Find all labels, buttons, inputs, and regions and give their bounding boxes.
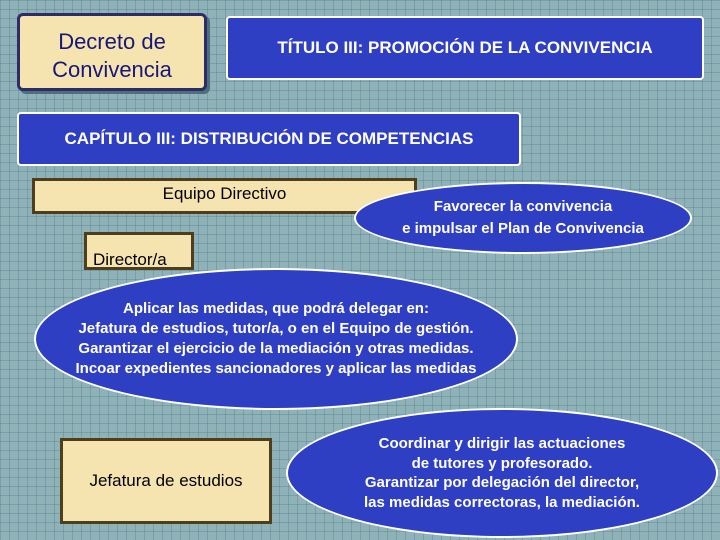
title-line-1: Decreto de <box>58 29 166 54</box>
jefatura-ellipse-line-3: Garantizar por delegación del director, <box>364 474 640 491</box>
director-ellipse-line-3: Garantizar el ejercicio de la mediación y otras medidas. <box>78 340 474 357</box>
director-box <box>84 232 194 270</box>
jefatura-ellipse <box>286 408 718 538</box>
equipo-directivo-ellipse <box>354 182 692 254</box>
director-label: Director/a <box>93 250 167 269</box>
equipo-ellipse-line-1: Favorecer la convivencia <box>433 198 613 215</box>
director-ellipse <box>34 268 518 410</box>
director-ellipse-line-1: Aplicar las medidas, que podrá delegar en: <box>123 300 429 317</box>
jefatura-ellipse-line-1: Coordinar y dirigir las actuaciones <box>378 435 626 452</box>
jefatura-label: Jefatura de estudios <box>89 471 243 490</box>
header-title: TÍTULO III: PROMOCIÓN DE LA CONVIVENCIA <box>277 38 653 57</box>
equipo-directivo-label: Equipo Directivo <box>162 184 287 203</box>
director-ellipse-line-2: Jefatura de estudios, tutor/a, o en el Equipo de gestión. <box>78 320 474 337</box>
header-banner <box>226 16 704 80</box>
chapter-title: CAPÍTULO III: DISTRIBUCIÓN DE COMPETENCIAS <box>64 129 474 148</box>
jefatura-ellipse-line-2: de tutores y profesorado. <box>411 454 593 472</box>
director-ellipse-line-4: Incoar expedientes sancionadores y aplicar las medidas <box>75 360 477 377</box>
jefatura-box <box>60 438 272 524</box>
jefatura-ellipse-line-4: las medidas correctoras, la mediación. <box>364 493 640 511</box>
chapter-banner <box>17 112 521 166</box>
title-line-2: Convivencia <box>52 57 172 82</box>
equipo-ellipse-line-2: e impulsar el Plan de Convivencia <box>402 220 644 237</box>
title-box <box>17 13 207 91</box>
